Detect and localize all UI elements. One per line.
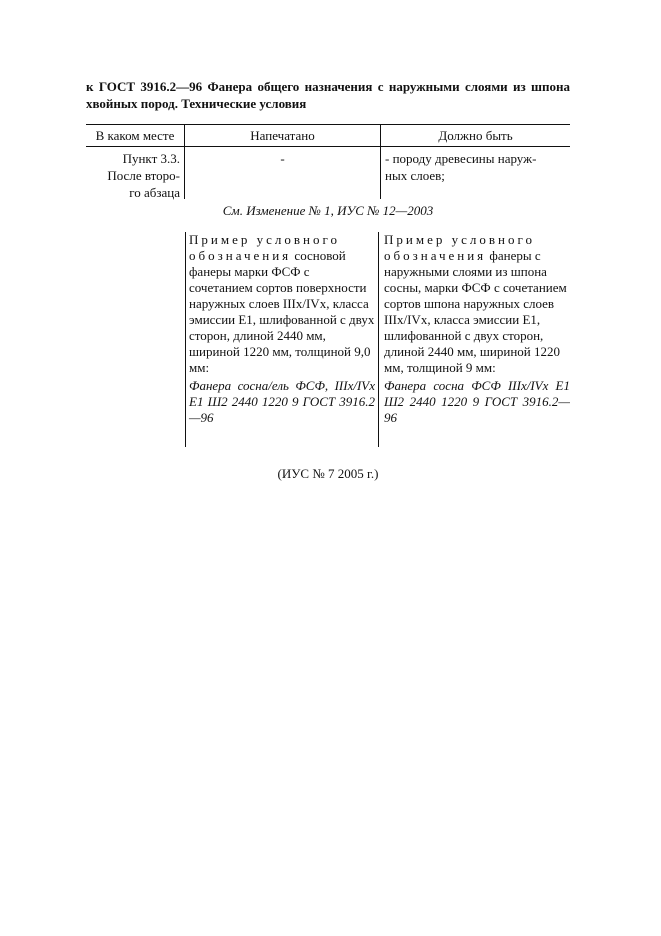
header-printed: Напечатано (250, 128, 315, 143)
header-place: В каком месте (95, 128, 175, 143)
cell-should-be: - породу древесины наруж- ных слоев; (385, 151, 537, 183)
should-designation: Фанера сосна ФСФ IIIx/IVx Е1 Ш2 2440 1220 9 ГОСТ 3916.2—96 (384, 378, 570, 425)
middle-rule (378, 232, 379, 447)
column-divider (380, 124, 381, 199)
left-rule (185, 232, 186, 447)
table-header-rule (86, 146, 570, 147)
header-should-be: Должно быть (438, 128, 513, 143)
spaced-heading-line: обозначения (384, 248, 487, 263)
designation-comparison (185, 232, 572, 447)
cell-printed: - (280, 151, 285, 166)
spaced-heading-line: обозначения (189, 248, 292, 263)
printed-body: сосновой фанеры марки ФСФ с сочетанием сортов поверхности наружных слоев IIIx/IVx, класса эмиссии Е1, шлифованной с двух сторон, длиной 2440 мм, шириной 1220 мм, толщиной 9,0 мм: (189, 248, 375, 375)
cell-place: Пункт 3.3. После второ- го абзаца (107, 151, 180, 200)
ius-reference: (ИУС № 7 2005 г.) (277, 466, 379, 481)
table-top-rule (86, 124, 570, 125)
spaced-heading-line: Пример условного (189, 232, 340, 247)
printed-designation: Фанера сосна/ель ФСФ, IIIx/IVx Е1 Ш2 2440 1220 9 ГОСТ 3916.2—96 (189, 378, 375, 425)
amendment-reference: См. Изменение № 1, ИУС № 12—2003 (222, 203, 434, 218)
should-body: фанеры с наружными слоями из шпона сосны, марки ФСФ с сочетанием сортов шпона наружных слоев IIIx/IVx, класса эмиссии Е1, шлифованной с двух сторон, длиной 2440 мм, шириной 1220 мм, толщиной 9 мм: (384, 248, 567, 375)
spaced-heading-line: Пример условного (384, 232, 535, 247)
printed-column (189, 232, 375, 426)
document-title: к ГОСТ 3916.2—96 Фанера общего назначения с наружными слоями из шпона хвойных пород. Технические условия (86, 79, 570, 111)
should-column (384, 232, 570, 426)
